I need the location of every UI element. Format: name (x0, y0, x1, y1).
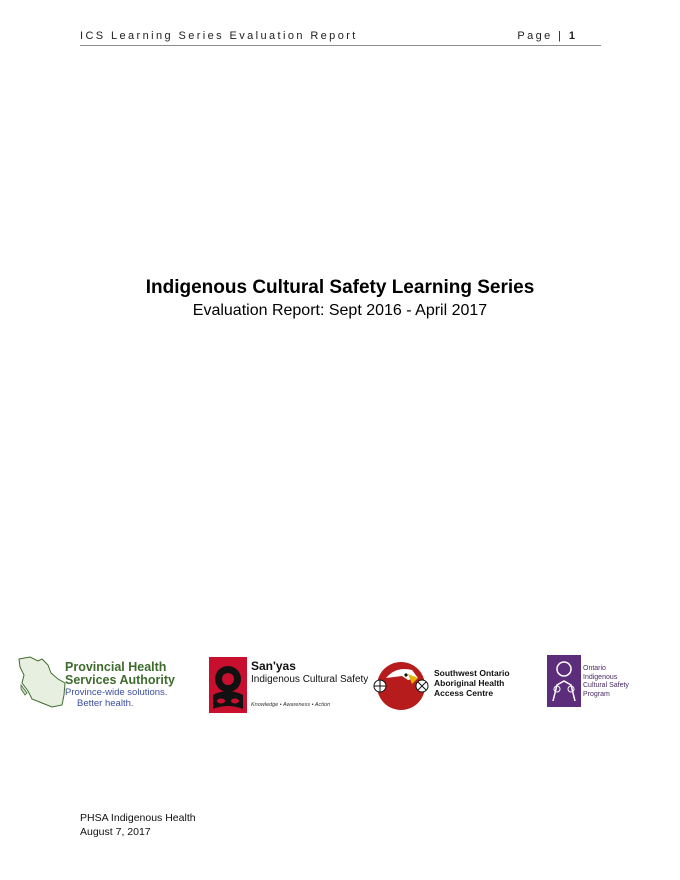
oicsp-line3: Cultural Safety (583, 682, 629, 689)
phsa-tagline-line2: Better health. (77, 698, 134, 709)
footer-org: PHSA Indigenous Health (80, 812, 196, 824)
header-page-number: 1 (568, 30, 575, 42)
phsa-logo-text (65, 661, 175, 709)
sanyas-tagline: Knowledge • Awareness • Action (251, 702, 331, 708)
bc-map-icon (18, 655, 66, 711)
sanyas-logo (209, 657, 369, 713)
footer-date: August 7, 2017 (80, 826, 151, 838)
document-title: Indigenous Cultural Safety Learning Series (145, 277, 535, 298)
oicsp-line4: Program (583, 690, 610, 698)
swoahac-line2: Aboriginal Health (434, 678, 505, 688)
oicsp-emblem-icon (547, 655, 581, 707)
swoahac-line3: Access Centre (434, 688, 494, 698)
phsa-name-line1: Provincial Health (65, 660, 167, 674)
formline-art-icon (209, 657, 247, 713)
sanyas-subtitle: Indigenous Cultural Safety (251, 674, 369, 685)
header-title: ICS Learning Series Evaluation Report (80, 30, 358, 42)
oicsp-logo-text (583, 665, 629, 699)
page-header (80, 30, 601, 46)
header-page-indicator (517, 30, 575, 42)
sanyas-name: San'yas (251, 659, 296, 673)
header-page-label: Page | (517, 30, 564, 42)
swoahac-logo (372, 656, 532, 716)
document-subtitle: Evaluation Report: Sept 2016 - April 2017 (192, 302, 488, 319)
title-block (0, 277, 680, 320)
oicsp-logo (547, 655, 647, 710)
oicsp-line2: Indigenous (583, 673, 618, 681)
eagle-emblem-icon (372, 656, 430, 712)
phsa-name-line2: Services Authority (65, 673, 175, 687)
oicsp-line1: Ontario (583, 665, 606, 672)
page-footer (80, 811, 196, 839)
swoahac-logo-text (434, 668, 510, 698)
swoahac-line1: Southwest Ontario (434, 668, 510, 678)
phsa-tagline-line1: Province-wide solutions. (65, 687, 168, 698)
phsa-logo (18, 655, 193, 713)
